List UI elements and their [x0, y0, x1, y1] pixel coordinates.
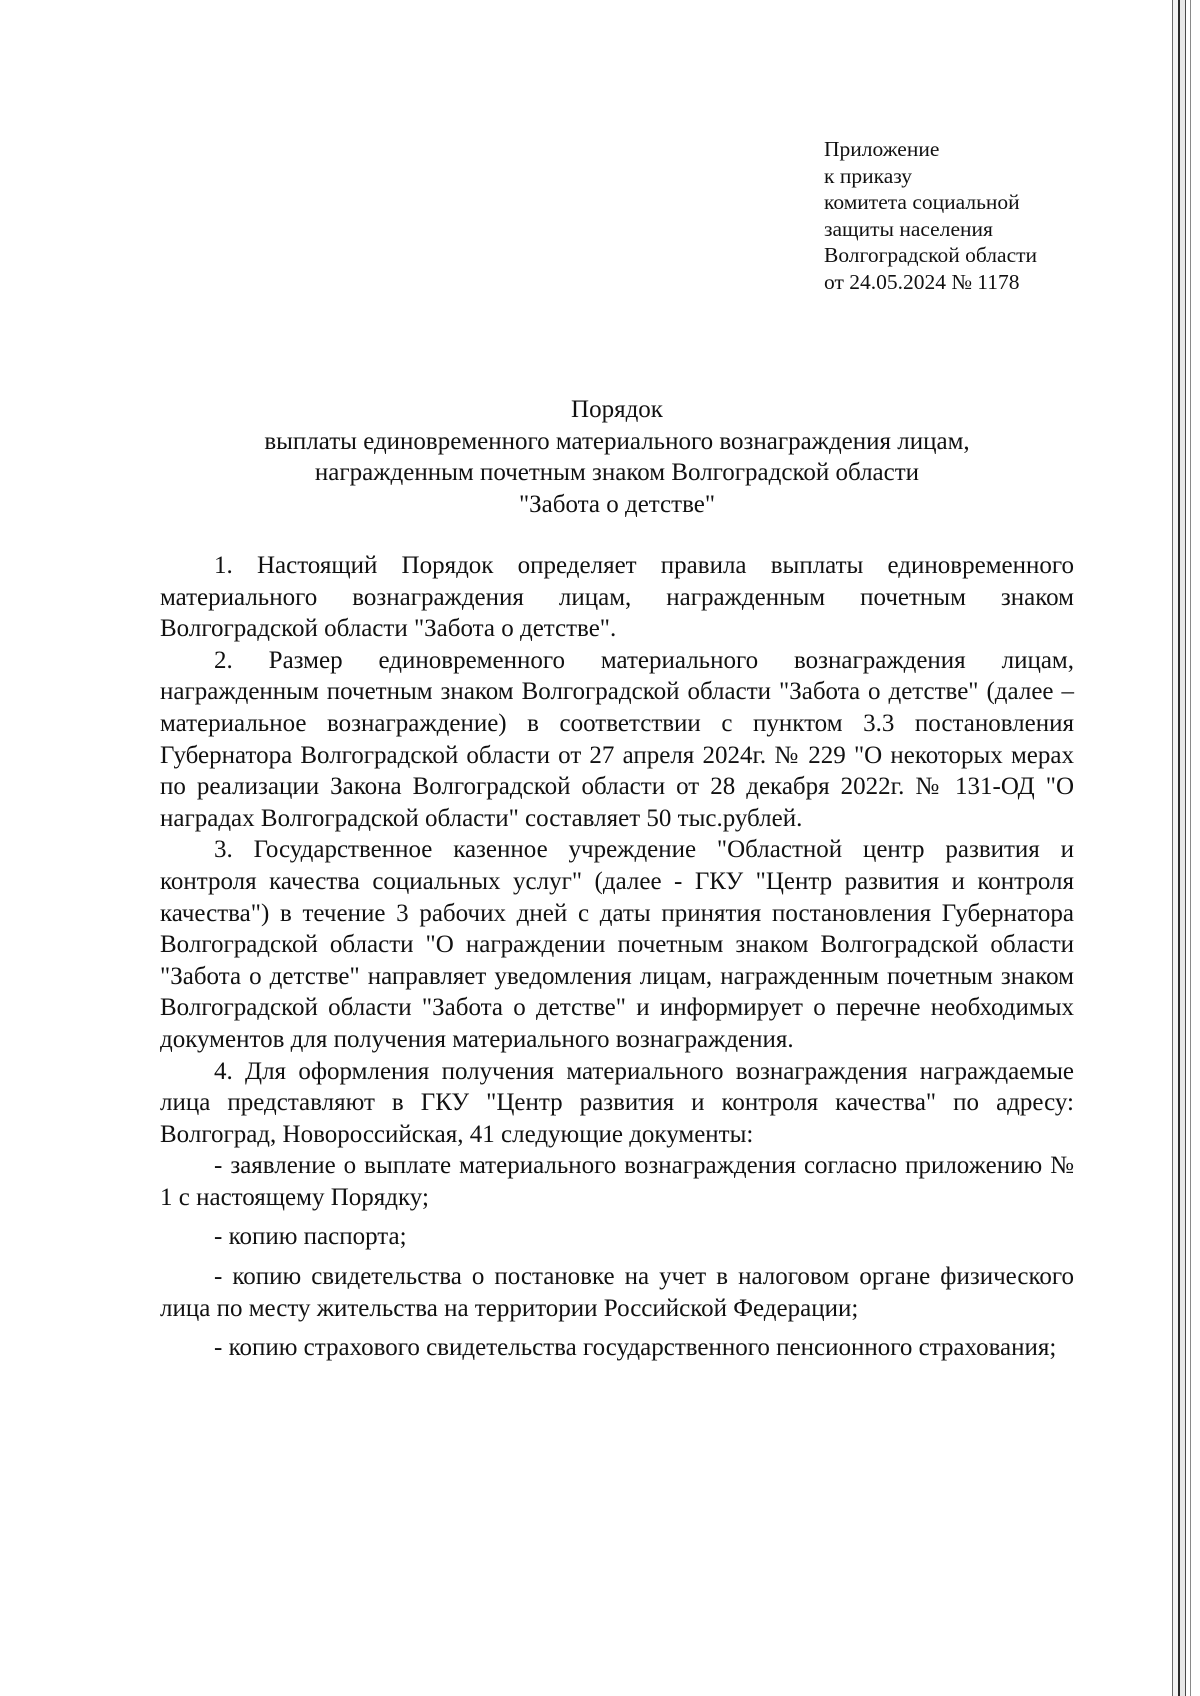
- paragraph-2: 2. Размер единовременного материального вознаграждения лицам, награжденным почетным знаком Волгоградской области "Забота о детстве" (далее – материальное вознаграждение) в соответствии с пунктом 3.3 постановления Губернатора Волгоградской области от 27 апреля 2024г. № 229 "О некоторых мерах по реализации Закона Волгоградской области от 28 декабря 2022г. № 131-ОД "О наградах Волгоградской области" составляет 50 тыс.рублей.: [160, 646, 1074, 832]
- scan-edge-artifact: [1166, 0, 1200, 1696]
- appendix-line: защиты населения: [824, 216, 993, 241]
- appendix-line: Волгоградской области: [824, 243, 1038, 267]
- appendix-line: комитета социальной: [824, 190, 1020, 214]
- appendix-line: Приложение: [824, 137, 940, 161]
- paragraph-1: 1. Настоящий Порядок определяет правила выплаты единовременного материального вознаграждения лицам, награжденным почетным знаком Волгоградской области "Забота о детстве".: [160, 552, 1074, 643]
- paragraph-3: 3. Государственное казенное учреждение "Областной центр развития и контроля качества социальных услуг" (далее - ГКУ "Центр развития и контроля качества") в течение 3 рабочих дней с даты принятия постановления Губернатора Волгоградской области "О награждении почетным знаком Волгоградской области "Забота о детстве" направляет уведомления лицам, награжденным почетным знаком Волгоградской области "Забота о детстве" и информирует о перечне необходимых документов для получения материального вознаграждения.: [160, 836, 1074, 1053]
- title-line: Порядок: [571, 396, 663, 423]
- appendix-header: [824, 136, 1037, 295]
- appendix-line: к приказу: [824, 163, 913, 188]
- paragraph-4: 4. Для оформления получения материального вознаграждения награждаемые лица представляют в ГКУ "Центр развития и контроля качества" по адресу: Волгоград, Новороссийская, 41 следующие документы:: [160, 1057, 1074, 1148]
- list-item-passport: - копию паспорта;: [214, 1223, 407, 1251]
- title-line: награжденным почетным знаком Волгоградской области: [314, 459, 920, 486]
- appendix-line: от 24.05.2024 № 1178: [824, 269, 1020, 294]
- title-line: выплаты единовременного материального вознаграждения лицам,: [264, 427, 970, 455]
- document-body: [160, 550, 1074, 1364]
- list-item-application: - заявление о выплате материального вознаграждения согласно приложению № 1 с настоящему Порядку;: [160, 1152, 1074, 1211]
- list-item-pension-certificate: - копию страхового свидетельства государственного пенсионного страхования;: [214, 1334, 1057, 1362]
- list-item-tax-certificate: - копию свидетельства о постановке на учет в налоговом органе физического лица по месту жительства на территории Российской Федерации;: [160, 1263, 1074, 1322]
- document-title: [160, 394, 1074, 520]
- title-line: "Забота о детстве": [518, 490, 716, 518]
